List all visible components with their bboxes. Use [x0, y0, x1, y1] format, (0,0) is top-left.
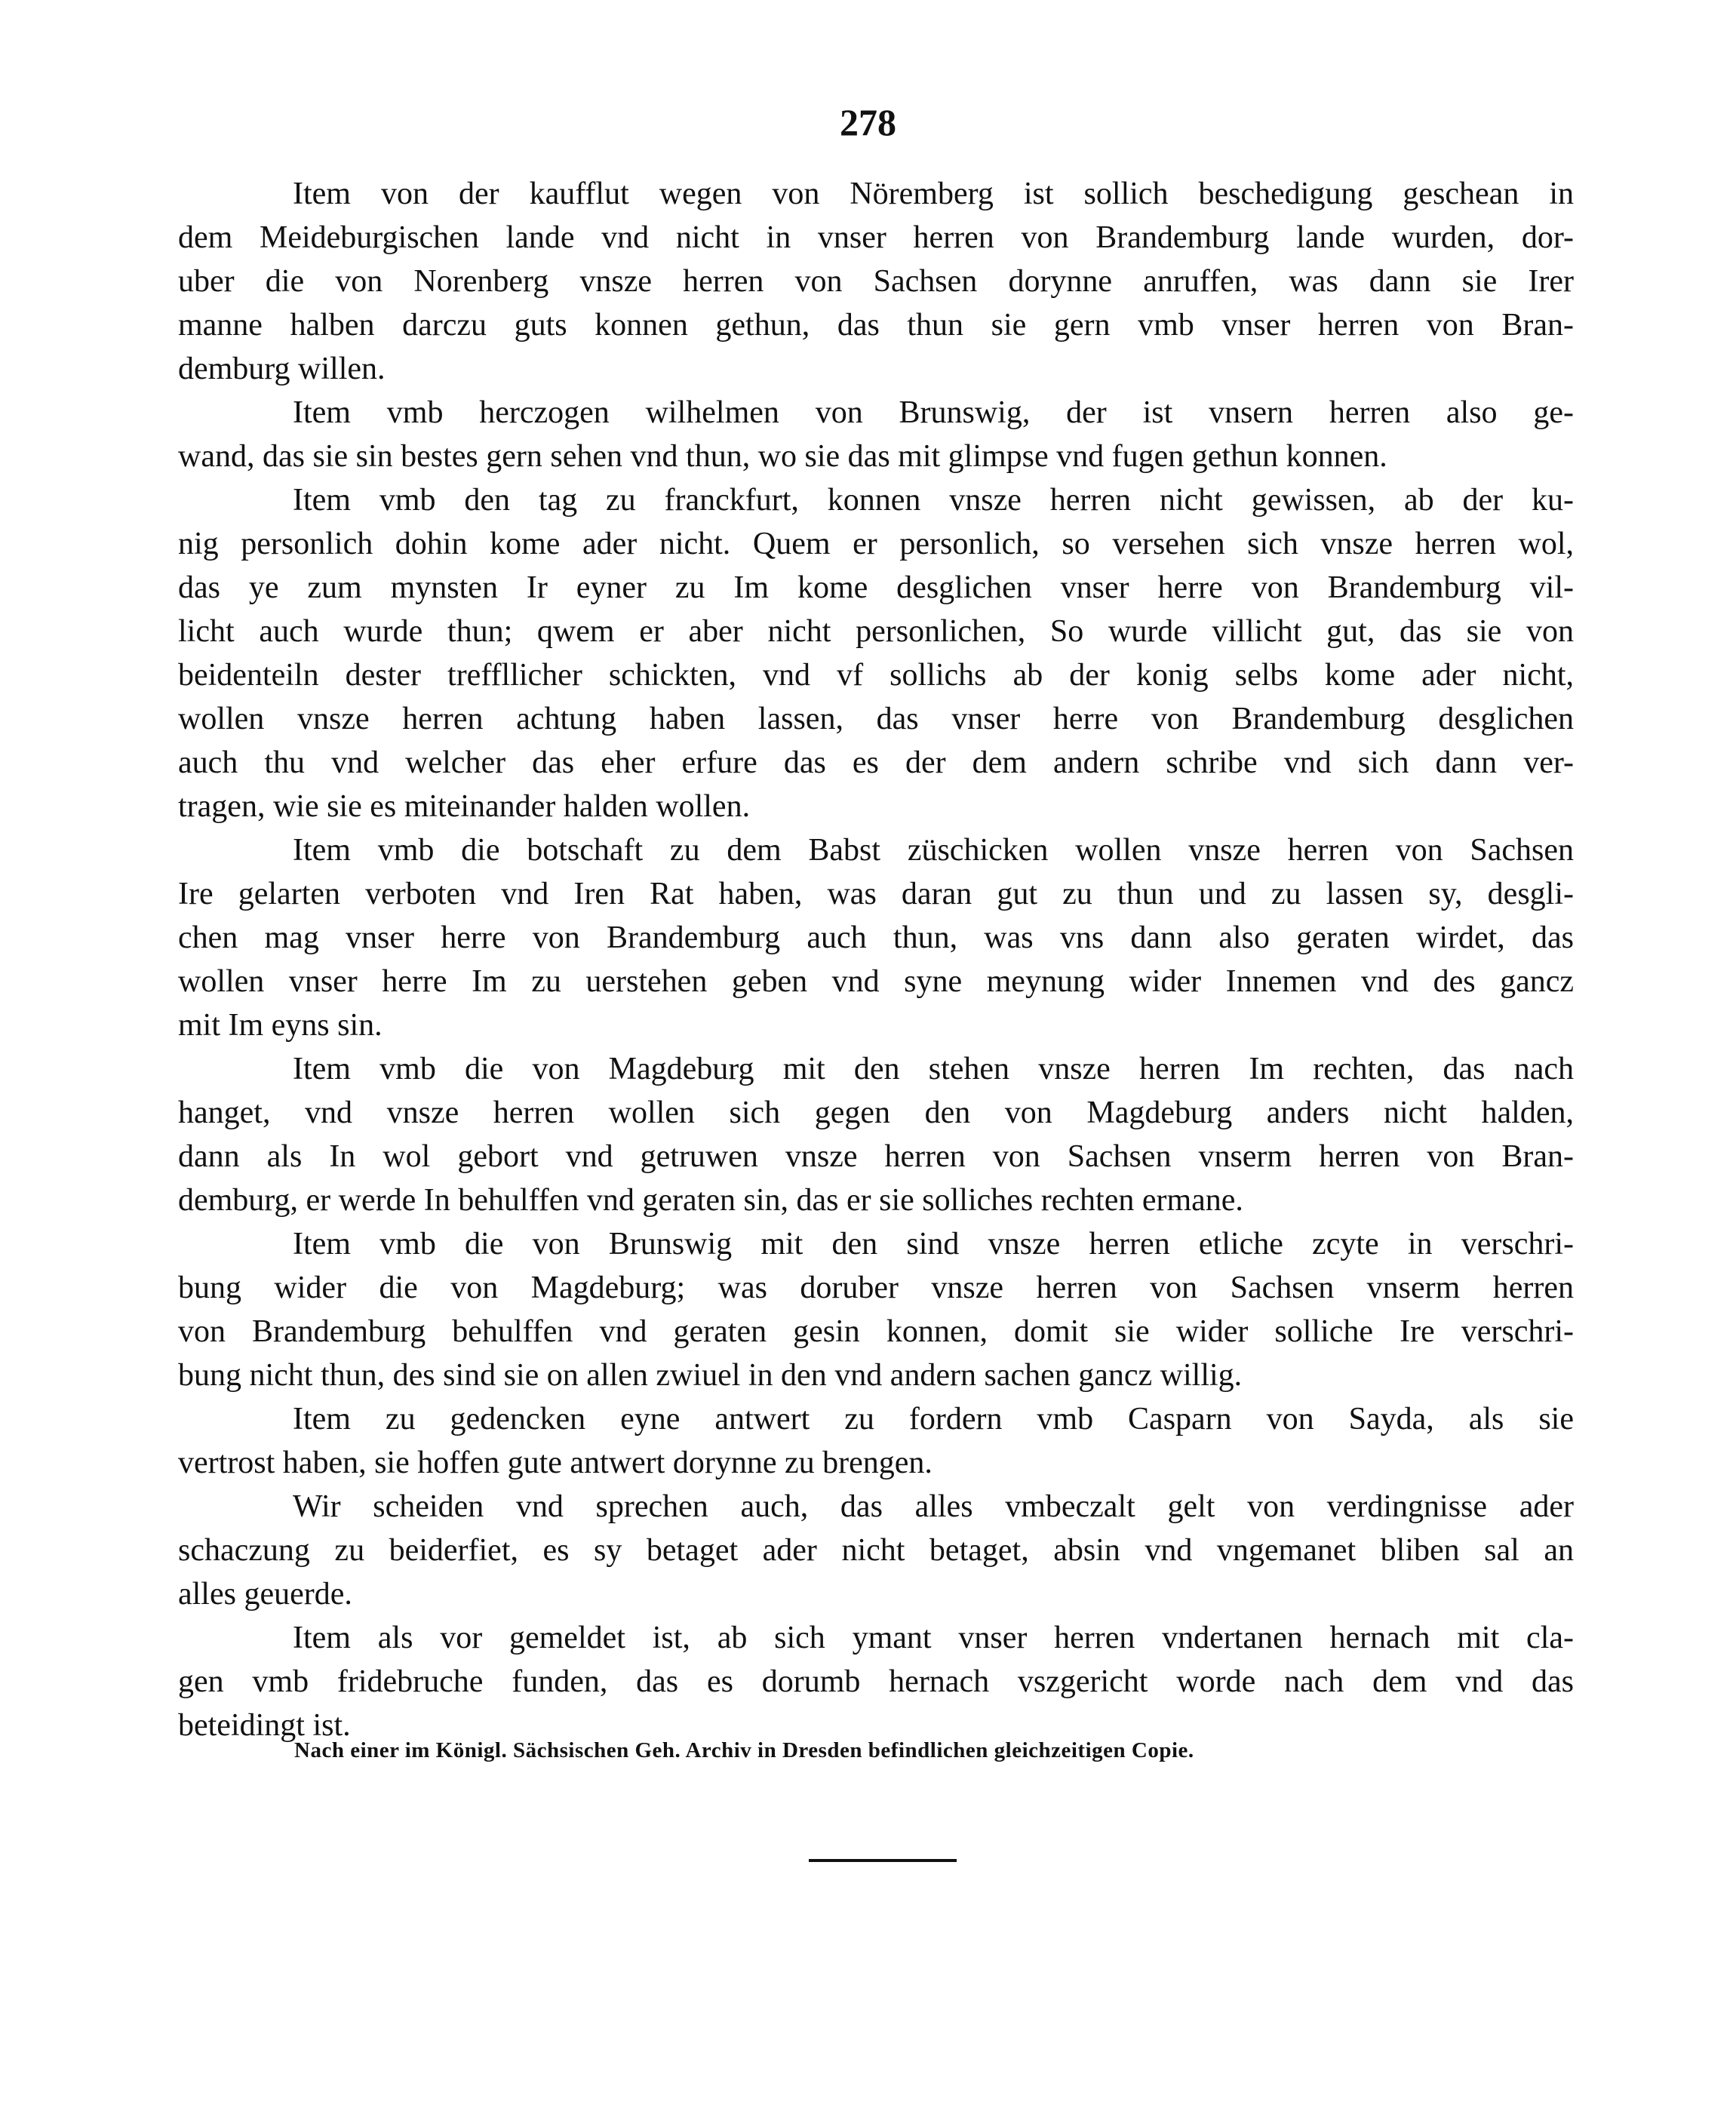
text-line: wollen vnser herre Im zu uerstehen geben vnd syne meynung wider Innemen vnd des gancz [178, 964, 1574, 999]
source-note: Nach einer im Königl. Sächsischen Geh. Archiv in Dresden befindlichen gleichzeitigen Copie. [294, 1738, 1194, 1762]
text-line: dem Meideburgischen lande vnd nicht in vnser herren von Brandemburg lande wurden, dor- [178, 220, 1574, 255]
text-line: mit Im eyns sin. [178, 1008, 383, 1043]
text-line: chen mag vnser herre von Brandemburg auch thun, was vns dann also geraten wirdet, das [178, 920, 1574, 955]
text-line: demburg willen. [178, 352, 386, 386]
text-line: Item als vor gemeldet ist, ab sich ymant vnser herren vndertanen hernach mit cla- [293, 1621, 1574, 1655]
text-line: Item vmb den tag zu franckfurt, konnen vnsze herren nicht gewissen, ab der ku- [293, 483, 1574, 518]
text-line: tragen, wie sie es miteinander halden wollen. [178, 789, 751, 824]
text-line: wand, das sie sin bestes gern sehen vnd thun, wo sie das mit glimpse vnd fugen gethun konnen. [178, 439, 1387, 474]
text-line: Item vmb herczogen wilhelmen von Brunswig, der ist vnsern herren also ge- [293, 395, 1574, 430]
text-line: licht auch wurde thun; qwem er aber nicht personlichen, So wurde villicht gut, das sie von [178, 614, 1574, 649]
text-line: wollen vnsze herren achtung haben lassen, das vnser herre von Brandemburg desglichen [178, 702, 1574, 736]
text-line: auch thu vnd welcher das eher erfure das es der dem andern schribe vnd sich dann ver- [178, 745, 1574, 780]
text-line: demburg, er werde In behulffen vnd geraten sin, das er sie solliches rechten ermane. [178, 1183, 1243, 1218]
text-line: Item vmb die von Magdeburg mit den stehen vnsze herren Im rechten, das nach [293, 1052, 1574, 1086]
text-line: beteidingt ist. [178, 1708, 351, 1743]
end-rule [809, 1859, 957, 1862]
text-line: Wir scheiden vnd sprechen auch, das alles vmbeczalt gelt von verdingnisse ader [293, 1489, 1574, 1524]
text-line: gen vmb fridebruche funden, das es dorumb hernach vszgericht worde nach dem vnd das [178, 1664, 1574, 1699]
text-line: bung nicht thun, des sind sie on allen zwiuel in den vnd andern sachen gancz willig. [178, 1358, 1243, 1393]
text-line: alles geuerde. [178, 1577, 352, 1612]
text-line: Ire gelarten verboten vnd Iren Rat haben, was daran gut zu thun und zu lassen sy, desgli- [178, 877, 1574, 911]
text-line: vertrost haben, sie hoffen gute antwert dorynne zu brengen. [178, 1446, 933, 1480]
text-line: Item zu gedencken eyne antwert zu fordern vmb Casparn von Sayda, als sie [293, 1402, 1574, 1436]
text-line: hanget, vnd vnsze herren wollen sich gegen den von Magdeburg anders nicht halden, [178, 1095, 1574, 1130]
text-line: von Brandemburg behulffen vnd geraten gesin konnen, domit sie wider solliche Ire verschri- [178, 1314, 1574, 1349]
text-line: Item von der kaufflut wegen von Nöremberg ist sollich beschedigung geschean in [293, 177, 1574, 211]
text-line: Item vmb die botschaft zu dem Babst züschicken wollen vnsze herren von Sachsen [293, 833, 1574, 868]
text-line: schaczung zu beiderfiet, es sy betaget ader nicht betaget, absin vnd vngemanet bliben sal an [178, 1533, 1574, 1568]
text-line: bung wider die von Magdeburg; was doruber vnsze herren von Sachsen vnserm herren [178, 1271, 1574, 1305]
text-line: nig personlich dohin kome ader nicht. Quem er personlich, so versehen sich vnsze herren wol, [178, 527, 1574, 561]
text-line: Item vmb die von Brunswig mit den sind vnsze herren etliche zcyte in verschri- [293, 1227, 1574, 1261]
text-line: manne halben darczu guts konnen gethun, das thun sie gern vmb vnser herren von Bran- [178, 308, 1574, 343]
text-line: das ye zum mynsten Ir eyner zu Im kome desglichen vnser herre von Brandemburg vil- [178, 570, 1574, 605]
page-number: 278 [840, 101, 896, 143]
text-line: uber die von Norenberg vnsze herren von Sachsen dorynne anruffen, was dann sie Irer [178, 264, 1574, 299]
text-line: beidenteiln dester treffllicher schickten, vnd vf sollichs ab der konig selbs kome ader nicht, [178, 658, 1574, 693]
text-line: dann als In wol gebort vnd getruwen vnsze herren von Sachsen vnserm herren von Bran- [178, 1139, 1574, 1174]
main-text [178, 172, 1574, 1747]
